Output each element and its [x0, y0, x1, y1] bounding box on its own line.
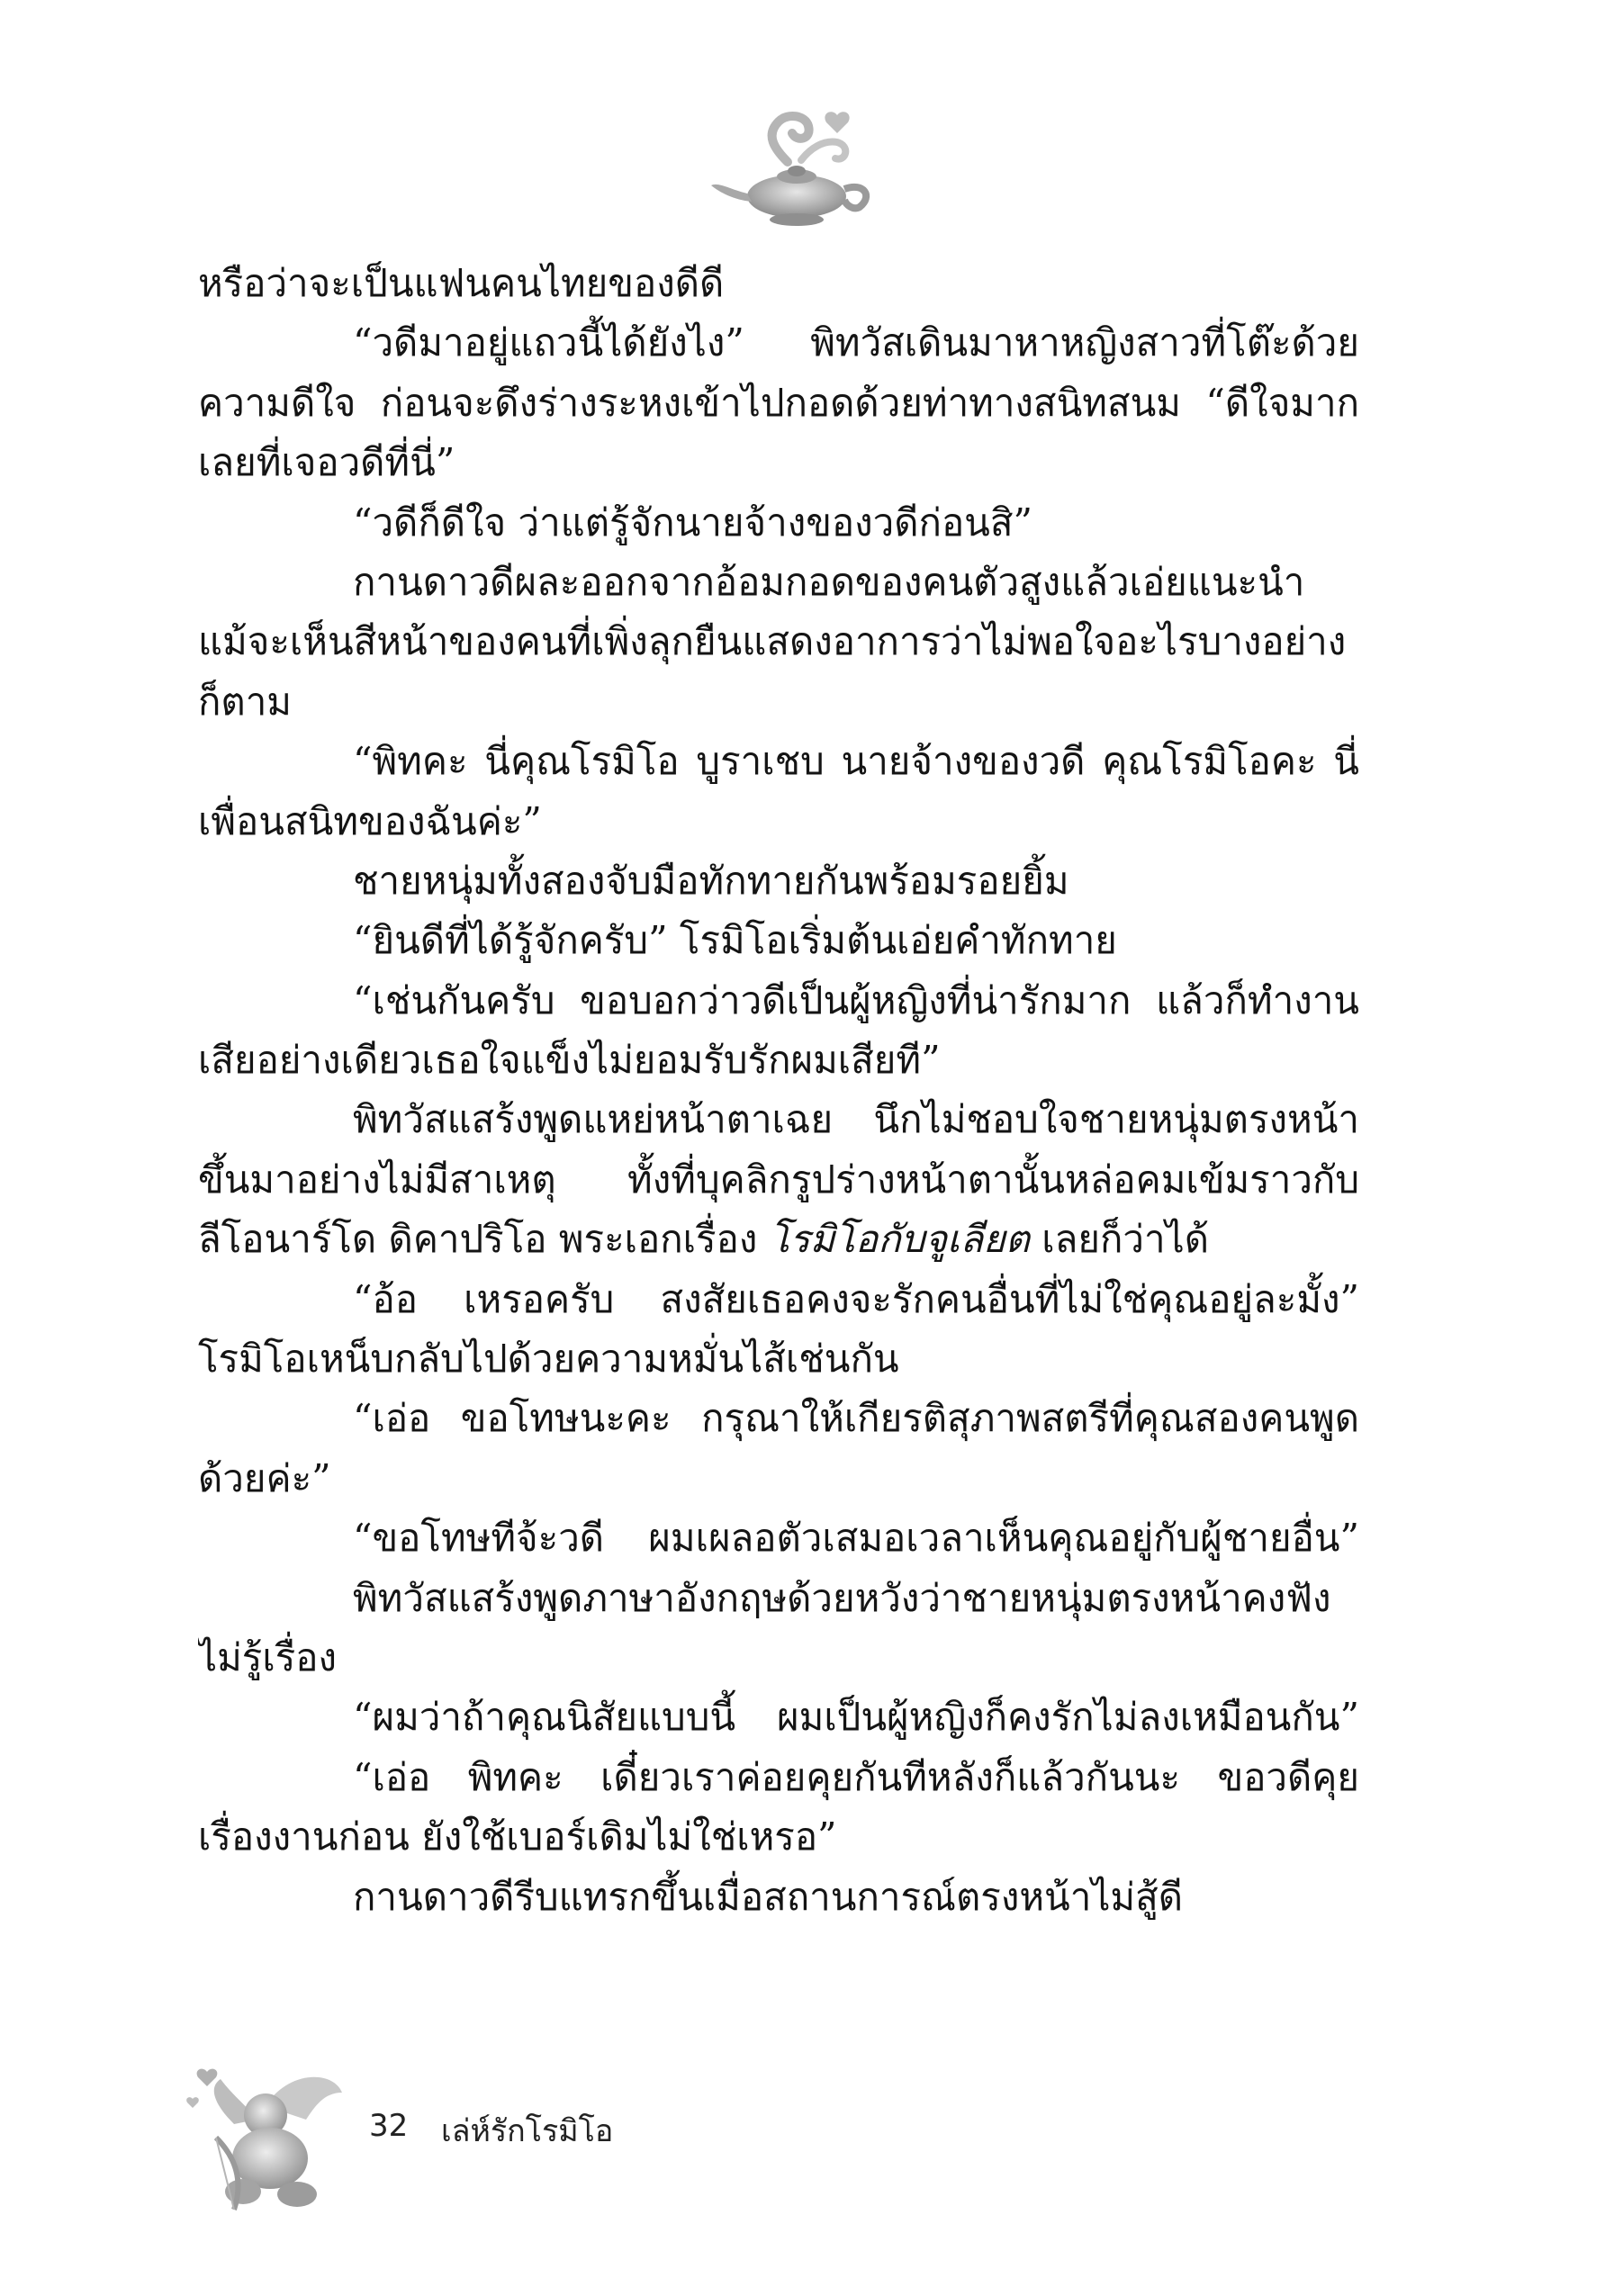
text-line: “เช่นกันครับ ขอบอกว่าวดีเป็นผู้หญิงที่น่ารักมาก แล้วก็ทำงาน: [353, 977, 1359, 1022]
text-line: กานดาวดีรีบแทรกขึ้นเมื่อสถานการณ์ตรงหน้าไม่สู้ดี: [353, 1874, 1184, 1919]
text-line: [198, 1210, 1359, 1269]
text-line: เลยที่เจอวดีที่นี่”: [198, 440, 455, 485]
text-line: “เอ่อ พิทคะ เดี๋ยวเราค่อยคุยกันทีหลังก็แล้วกันนะ ขอวดีคุย: [353, 1754, 1359, 1799]
text-line: พิทวัสแสร้งพูดแหย่หน้าตาเฉย นึกไม่ชอบใจชายหนุ่มตรงหน้า: [353, 1097, 1359, 1142]
text-line: ไม่รู้เรื่อง: [198, 1634, 338, 1679]
text-line: เพื่อนสนิทของฉันค่ะ”: [198, 798, 542, 843]
page-number: 32: [369, 2108, 409, 2144]
body-text: [198, 254, 1359, 1927]
text-line: โรมิโอเหน็บกลับไปด้วยความหมั่นไส้เช่นกัน: [198, 1337, 899, 1382]
text-line: ขึ้นมาอย่างไม่มีสาเหตุ ทั้งที่บุคลิกรูปร่างหน้าตานั้นหล่อคมเข้มราวกับ: [198, 1157, 1359, 1202]
text-line: “ผมว่าถ้าคุณนิสัยแบบนี้ ผมเป็นผู้หญิงก็คงรักไม่ลงเหมือนกัน”: [353, 1695, 1359, 1740]
cupid-icon: [180, 2052, 369, 2223]
text-line: “พิทคะ นี่คุณโรมิโอ บูราเชบ นายจ้างของวดี คุณโรมิโอคะ นี่: [353, 739, 1359, 784]
text-segment: ลีโอนาร์โด ดิคาปริโอ พระเอกเรื่อง: [198, 1217, 770, 1262]
text-segment: เลยก็ว่าได้: [1029, 1217, 1210, 1262]
text-line: เรื่องงานก่อน ยังใช้เบอร์เดิมไม่ใช่เหรอ”: [198, 1814, 837, 1859]
text-line: “ขอโทษทีจ้ะวดี ผมเผลอตัวเสมอเวลาเห็นคุณอยู่กับผู้ชายอื่น”: [353, 1516, 1359, 1561]
page-footer: [180, 2052, 810, 2232]
italic-title: โรมิโอกับจูเลียต: [769, 1217, 1030, 1262]
text-line: “อ้อ เหรอครับ สงสัยเธอคงจะรักคนอื่นที่ไม่ใช่คุณอยู่ละมั้ง”: [353, 1276, 1359, 1321]
text-line: “ยินดีที่ได้รู้จักครับ” โรมิโอเริ่มต้นเอ่ยคำทักทาย: [353, 918, 1117, 963]
magic-lamp-icon: [702, 99, 882, 234]
text-line: พิทวัสแสร้งพูดภาษาอังกฤษด้วยหวังว่าชายหนุ่มตรงหน้าคงฟัง: [353, 1575, 1331, 1620]
text-line: แม้จะเห็นสีหน้าของคนที่เพิ่งลุกยืนแสดงอาการว่าไม่พอใจอะไรบางอย่าง: [198, 619, 1347, 664]
text-line: ก็ตาม: [198, 679, 292, 724]
text-line: หรือว่าจะเป็นแฟนคนไทยของดีดี: [198, 261, 725, 305]
text-line: กานดาวดีผละออกจากอ้อมกอดของคนตัวสูงแล้วเอ่ยแนะนำ: [353, 559, 1305, 604]
text-line: เสียอย่างเดียวเธอใจแข็งไม่ยอมรับรักผมเสียที”: [198, 1038, 941, 1083]
book-title: เล่ห์รักโรมิโอ: [441, 2113, 614, 2149]
text-line: ชายหนุ่มทั้งสองจับมือทักทายกันพร้อมรอยยิ้ม: [353, 858, 1069, 903]
text-line: ความดีใจ ก่อนจะดึงร่างระหงเข้าไปกอดด้วยท่าทางสนิทสนม “ดีใจมาก: [198, 380, 1359, 425]
text-line: ด้วยค่ะ”: [198, 1455, 331, 1500]
text-line: “เอ่อ ขอโทษนะคะ กรุณาให้เกียรติสุภาพสตรีที่คุณสองคนพูด: [353, 1396, 1359, 1441]
text-line: “วดีมาอยู่แถวนี้ได้ยังไง” พิทวัสเดินมาหาหญิงสาวที่โต๊ะด้วย: [353, 320, 1359, 365]
text-line: “วดีก็ดีใจ ว่าแต่รู้จักนายจ้างของวดีก่อนสิ”: [353, 500, 1032, 545]
